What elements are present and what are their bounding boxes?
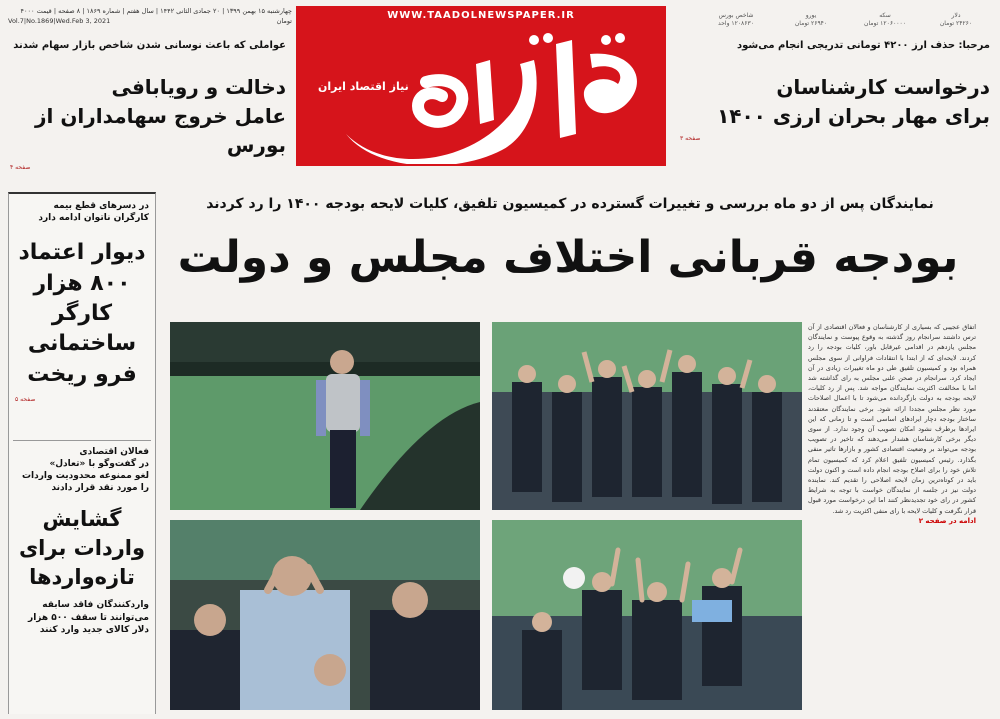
main-headline[interactable]: بودجه قربانی اختلاف مجلس و دولت: [177, 232, 959, 283]
story-headline: دخالت و رویابافی: [111, 75, 286, 99]
sidebar-headline-line: فرو ریخت: [27, 361, 137, 387]
ticker-label: شاخص بورس: [718, 12, 754, 19]
sidebar-footer-line: واردکنندگان فاقد سابقه: [42, 600, 149, 611]
main-story-body: [808, 322, 976, 712]
ticker-value: ۲۶۹۴۰ تومان: [794, 20, 828, 27]
story-kicker: مرحبا: حذف ارز ۴۲۰۰ تومانی تدریجی انجام می‌شود: [736, 40, 990, 51]
page-ref[interactable]: صفحه ۴: [10, 164, 31, 171]
sidebar-column: [8, 192, 156, 714]
sidebar-headline-line: ۸۰۰ هزار: [33, 270, 131, 296]
story-headline: عامل خروج سهامداران از بورس: [35, 104, 286, 157]
photo-debating-mps[interactable]: [170, 520, 480, 710]
body-text: اتفاق عجیبی که بسیاری از کارشناسان و فعالان اقتصادی از آن ترس داشتند سرانجام روز گذشته به وقوع پیوست و نمایندگان مجلس یازدهم در اقدامی غیرقابل باور، کلیات بودجه را رد کردند. لایحه‌ای که از ابتدا با انتقادات فراوانی از سوی مجلس همراه بود و کمیسیون تلفیق طی دو ماه تغییرات زیادی در آن ایجاد کرد. سرانجام در صحن علنی مجلس به رای گذاشته شد اما با مخالفت اکثریت نمایندگان مواجه شد. پس از رد کلیات، لایحه بودجه به دولت بازگردانده می‌شود تا با اعمال اصلاحات مورد نظر مجلس مجددا ارائه شود. برخی نمایندگان معتقدند ساختار بودجه دچار ایرادهای اساسی است و تا زمانی که این ایرادها برطرف نشود امکان تصویب آن وجود ندارد. از سوی دیگر برخی کارشناسان هشدار می‌دهند که تاخیر در تصویب بودجه می‌تواند بر وضعیت اقتصادی کشور و بازارها تاثیر منفی بگذارد. رئیس کمیسیون تلفیق اعلام کرد که کمیسیون تمام تلاش خود را برای اصلاح بودجه انجام داده است و اکنون دولت باید در کوتاه‌ترین زمان لایحه اصلاحی را تقدیم کند. نماینده دولت نیز در جلسه از نمایندگان خواست با توجه به شرایط کشور در رای خود تجدیدنظر کنند اما این درخواست مورد قبول قرار نگرفت و کلیات لایحه با رای منفی اکثریت رد شد.: [808, 323, 976, 515]
divider: [13, 440, 151, 441]
ticker-label: یورو: [805, 12, 817, 19]
sidebar-headline-line: دیوار اعتماد: [18, 240, 146, 266]
photo-image: [492, 520, 802, 710]
sidebar-footer-line: دلار کالای جدید وارد کنند: [39, 624, 149, 635]
sidebar-headline-line: واردات برای: [18, 535, 146, 560]
photo-image: [170, 322, 480, 510]
ticker-value: ۲۴۲۶۰ تومان: [939, 20, 973, 27]
sidebar-kicker: در دسرهای قطع بیمه: [53, 201, 149, 211]
volume-line: Vol.7|No.1869|Wed.Feb 3, 2021: [8, 17, 111, 25]
sidebar-footer-line: می‌توانند تا سقف ۵۰۰ هزار: [28, 612, 149, 623]
ticker-label: سکه: [879, 12, 891, 19]
site-url[interactable]: WWW.TAADOLNEWSPAPER.IR: [387, 10, 575, 21]
sidebar-headline-line: گشایش: [42, 506, 122, 531]
story-headline: برای مهار بحران ارزی ۱۴۰۰: [717, 104, 990, 128]
logo-calligraphy: [306, 24, 656, 164]
photo-voting-hands[interactable]: [492, 322, 802, 510]
sidebar-kicker: کارگران ناتوان ادامه دارد: [38, 213, 149, 224]
sidebar-headline-line: کارگر: [51, 301, 113, 326]
tagline: نیاز اقتصاد ایران: [318, 80, 409, 93]
story-kicker: عواملی که باعث نوسانی شدن شاخص بازار سهام شدند: [13, 40, 286, 51]
masthead: [296, 6, 666, 166]
page-ref[interactable]: صفحه ۳: [680, 135, 701, 142]
page-ref[interactable]: صفحه ۵: [15, 396, 36, 404]
sidebar-kicker: لغو ممنوعه محدودیت واردات: [21, 471, 149, 482]
sidebar-kicker: را مورد نقد قرار دادند: [51, 483, 149, 494]
sidebar-story-2[interactable]: [9, 446, 155, 636]
market-ticker: [690, 6, 990, 30]
sidebar-kicker: در گفت‌وگو با «تعادل»: [49, 459, 149, 470]
photo-image: [492, 322, 802, 510]
sidebar-kicker: فعالان اقتصادی: [79, 447, 149, 457]
ticker-label: دلار: [951, 12, 961, 19]
story-headline: درخواست کارشناسان: [776, 75, 990, 99]
ticker-value: ۱۲۰۶۰۰۰۰ تومان: [864, 20, 906, 27]
continued-link[interactable]: ادامه در صفحه ۲: [918, 516, 976, 525]
top-left-story[interactable]: [10, 40, 286, 171]
top-right-story[interactable]: [680, 40, 990, 142]
sidebar-story-1[interactable]: [9, 200, 155, 403]
sidebar-headline-line: تازه‌واردها: [29, 564, 135, 589]
photo-standing-mp[interactable]: [170, 322, 480, 510]
main-supertitle: نمایندگان پس از دو ماه بررسی و تغییرات گسترده در کمیسیون تلفیق، کلیات لایحه بودجه ۱۴۰۰ را رد کردند: [206, 196, 934, 212]
photo-chamber-vote[interactable]: [492, 520, 802, 710]
sidebar-headline-line: ساختمانی: [27, 331, 137, 357]
photo-image: [170, 520, 480, 710]
dateline-persian: چهارشنبه ۱۵ بهمن ۱۳۹۹ | ۲۰ جمادی الثانی ۱۴۴۲ | سال هفتم | شماره ۱۸۶۹ | ۸ صفحه | قیمت ۴۰۰۰ تومان: [20, 7, 292, 25]
ticker-value: ۱۲۰۸۶۳۰ واحد: [718, 20, 754, 27]
